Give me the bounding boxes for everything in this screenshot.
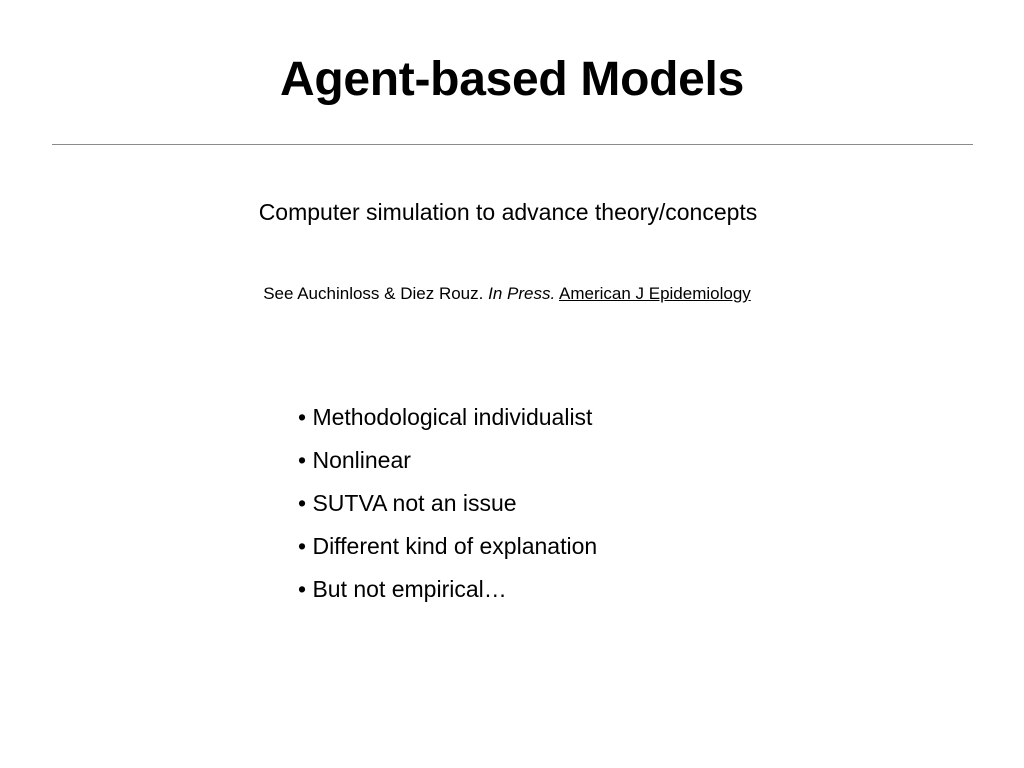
bullet-item	[298, 440, 597, 483]
slide-title: Agent-based Models	[280, 53, 744, 106]
citation-status: In Press.	[488, 284, 556, 303]
citation-prefix: See Auchinloss & Diez Rouz.	[263, 284, 489, 303]
slide-subtitle: Computer simulation to advance theory/concepts	[258, 199, 758, 225]
bullet-marker: •	[298, 447, 307, 473]
bullet-text: Nonlinear	[312, 447, 411, 473]
bullet-list	[298, 397, 597, 612]
bullet-marker: •	[298, 404, 307, 430]
bullet-text: Methodological individualist	[312, 404, 593, 430]
bullet-item	[298, 397, 597, 440]
bullet-marker: •	[298, 576, 307, 602]
bullet-text: Different kind of explanation	[312, 533, 598, 559]
bullet-text: But not empirical…	[312, 576, 507, 602]
bullet-marker: •	[298, 533, 307, 559]
bullet-item	[298, 483, 597, 526]
bullet-item	[298, 526, 597, 569]
title-divider	[52, 144, 973, 145]
bullet-text: SUTVA not an issue	[312, 490, 517, 516]
citation-journal: American J Epidemiology	[558, 284, 751, 303]
bullet-item	[298, 569, 597, 612]
bullet-marker: •	[298, 490, 307, 516]
citation	[0, 282, 1014, 306]
